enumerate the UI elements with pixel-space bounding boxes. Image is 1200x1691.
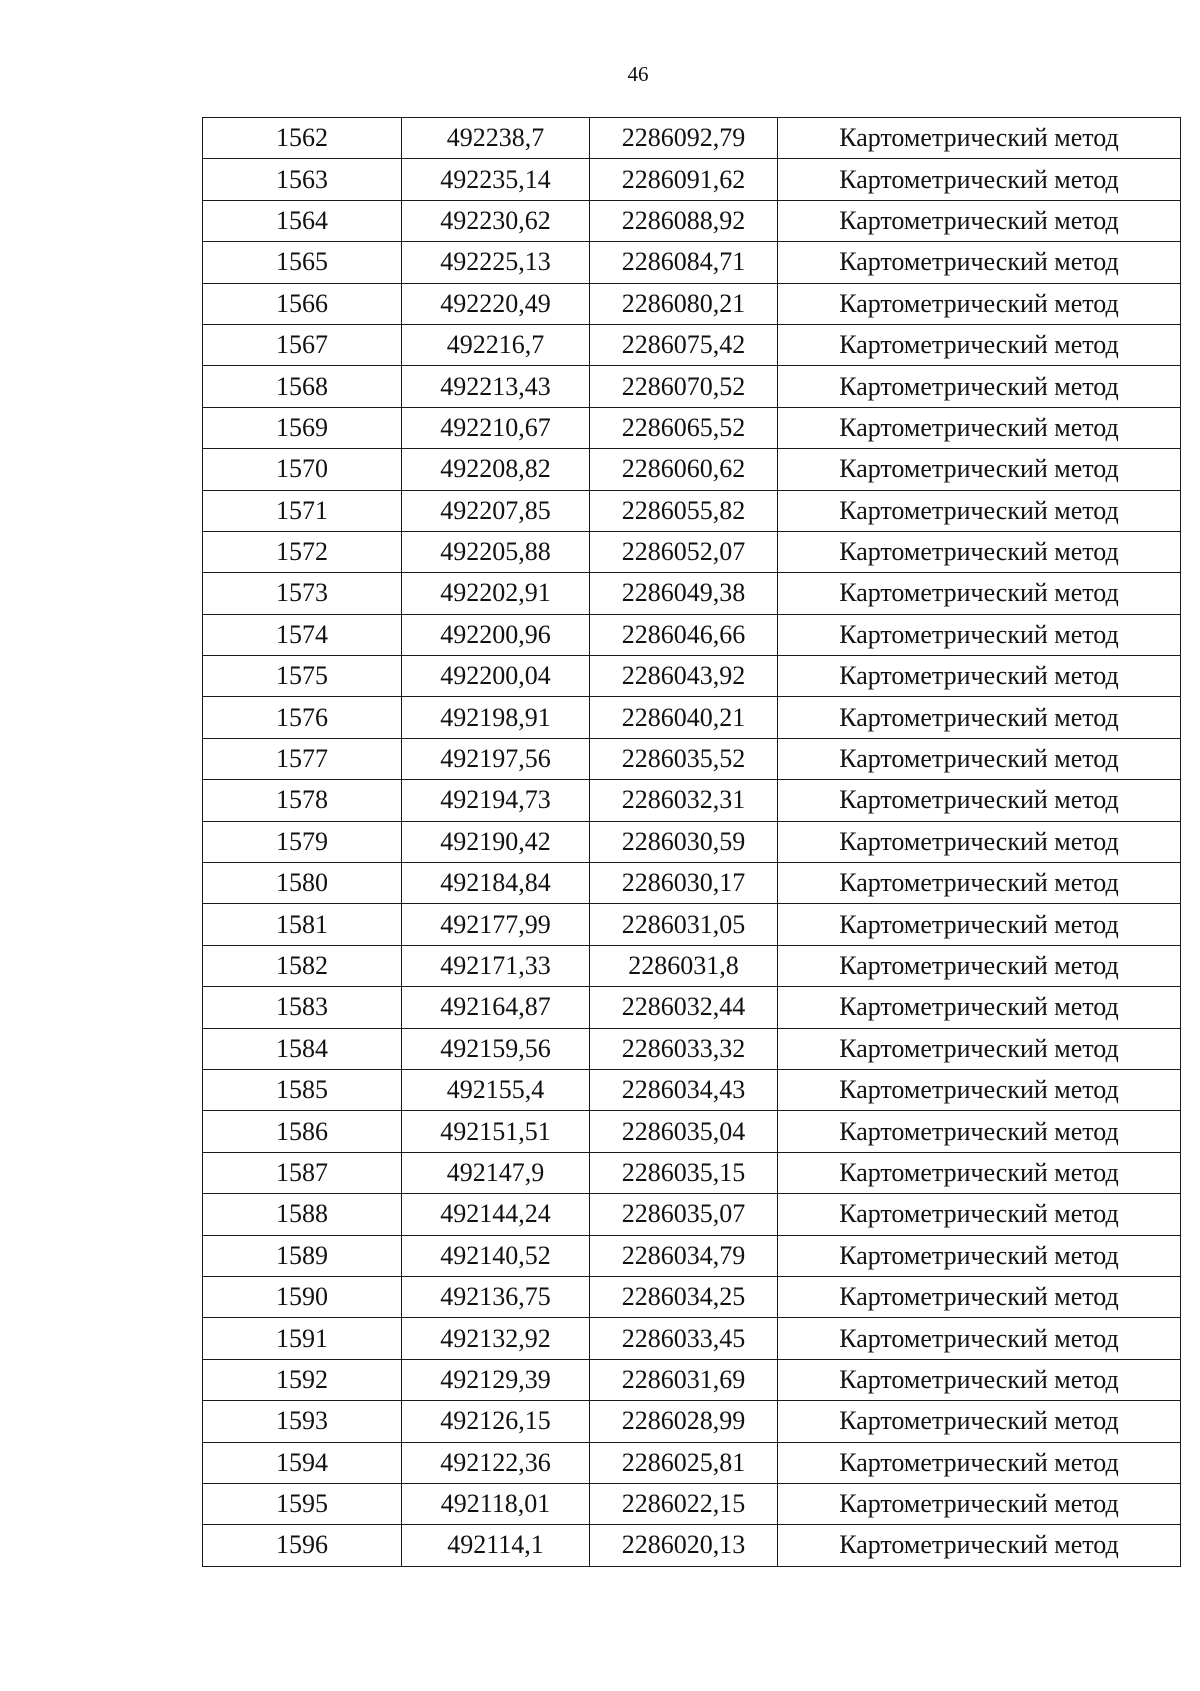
method-cell: Картометрический метод xyxy=(778,490,1181,531)
table-row xyxy=(203,1028,1181,1069)
x-coordinate-cell: 492220,49 xyxy=(402,283,590,324)
y-coordinate-cell: 2286065,52 xyxy=(590,407,778,448)
y-coordinate-cell: 2286049,38 xyxy=(590,573,778,614)
y-coordinate-cell: 2286031,8 xyxy=(590,945,778,986)
method-cell: Картометрический метод xyxy=(778,987,1181,1028)
x-coordinate-cell: 492140,52 xyxy=(402,1235,590,1276)
x-coordinate-cell: 492164,87 xyxy=(402,987,590,1028)
method-cell: Картометрический метод xyxy=(778,738,1181,779)
method-cell: Картометрический метод xyxy=(778,407,1181,448)
table-row xyxy=(203,1276,1181,1317)
table-row xyxy=(203,490,1181,531)
y-coordinate-cell: 2286028,99 xyxy=(590,1401,778,1442)
point-number-cell: 1588 xyxy=(203,1194,402,1235)
table-row xyxy=(203,573,1181,614)
y-coordinate-cell: 2286025,81 xyxy=(590,1442,778,1483)
method-cell: Картометрический метод xyxy=(778,780,1181,821)
y-coordinate-cell: 2286034,25 xyxy=(590,1276,778,1317)
table-row xyxy=(203,242,1181,283)
x-coordinate-cell: 492194,73 xyxy=(402,780,590,821)
table-row xyxy=(203,1194,1181,1235)
y-coordinate-cell: 2286035,52 xyxy=(590,738,778,779)
y-coordinate-cell: 2286060,62 xyxy=(590,449,778,490)
y-coordinate-cell: 2286046,66 xyxy=(590,614,778,655)
point-number-cell: 1586 xyxy=(203,1111,402,1152)
x-coordinate-cell: 492184,84 xyxy=(402,863,590,904)
x-coordinate-cell: 492225,13 xyxy=(402,242,590,283)
x-coordinate-cell: 492129,39 xyxy=(402,1359,590,1400)
method-cell: Картометрический метод xyxy=(778,1401,1181,1442)
point-number-cell: 1590 xyxy=(203,1276,402,1317)
method-cell: Картометрический метод xyxy=(778,1028,1181,1069)
y-coordinate-cell: 2286040,21 xyxy=(590,697,778,738)
point-number-cell: 1574 xyxy=(203,614,402,655)
x-coordinate-cell: 492202,91 xyxy=(402,573,590,614)
point-number-cell: 1579 xyxy=(203,821,402,862)
method-cell: Картометрический метод xyxy=(778,1111,1181,1152)
table-row xyxy=(203,1525,1181,1566)
method-cell: Картометрический метод xyxy=(778,1525,1181,1566)
point-number-cell: 1567 xyxy=(203,324,402,365)
table-row xyxy=(203,614,1181,655)
method-cell: Картометрический метод xyxy=(778,1194,1181,1235)
method-cell: Картометрический метод xyxy=(778,283,1181,324)
table-row xyxy=(203,449,1181,490)
point-number-cell: 1565 xyxy=(203,242,402,283)
method-cell: Картометрический метод xyxy=(778,1359,1181,1400)
y-coordinate-cell: 2286030,59 xyxy=(590,821,778,862)
point-number-cell: 1578 xyxy=(203,780,402,821)
method-cell: Картометрический метод xyxy=(778,614,1181,655)
table-row xyxy=(203,1111,1181,1152)
table-row xyxy=(203,904,1181,945)
point-number-cell: 1584 xyxy=(203,1028,402,1069)
point-number-cell: 1594 xyxy=(203,1442,402,1483)
point-number-cell: 1585 xyxy=(203,1069,402,1110)
y-coordinate-cell: 2286052,07 xyxy=(590,531,778,572)
method-cell: Картометрический метод xyxy=(778,863,1181,904)
table-row xyxy=(203,987,1181,1028)
table-row xyxy=(203,531,1181,572)
table-row xyxy=(203,200,1181,241)
point-number-cell: 1566 xyxy=(203,283,402,324)
table-row xyxy=(203,1318,1181,1359)
method-cell: Картометрический метод xyxy=(778,1152,1181,1193)
point-number-cell: 1569 xyxy=(203,407,402,448)
method-cell: Картометрический метод xyxy=(778,200,1181,241)
x-coordinate-cell: 492213,43 xyxy=(402,366,590,407)
table-row xyxy=(203,1152,1181,1193)
x-coordinate-cell: 492132,92 xyxy=(402,1318,590,1359)
point-number-cell: 1596 xyxy=(203,1525,402,1566)
method-cell: Картометрический метод xyxy=(778,1483,1181,1524)
table-row xyxy=(203,1401,1181,1442)
table-row xyxy=(203,366,1181,407)
y-coordinate-cell: 2286032,44 xyxy=(590,987,778,1028)
method-cell: Картометрический метод xyxy=(778,159,1181,200)
method-cell: Картометрический метод xyxy=(778,324,1181,365)
y-coordinate-cell: 2286092,79 xyxy=(590,118,778,159)
x-coordinate-cell: 492230,62 xyxy=(402,200,590,241)
x-coordinate-cell: 492155,4 xyxy=(402,1069,590,1110)
x-coordinate-cell: 492198,91 xyxy=(402,697,590,738)
x-coordinate-cell: 492216,7 xyxy=(402,324,590,365)
point-number-cell: 1587 xyxy=(203,1152,402,1193)
table-row xyxy=(203,407,1181,448)
method-cell: Картометрический метод xyxy=(778,945,1181,986)
x-coordinate-cell: 492177,99 xyxy=(402,904,590,945)
method-cell: Картометрический метод xyxy=(778,904,1181,945)
table-row xyxy=(203,1442,1181,1483)
point-number-cell: 1577 xyxy=(203,738,402,779)
table-row xyxy=(203,821,1181,862)
method-cell: Картометрический метод xyxy=(778,1276,1181,1317)
method-cell: Картометрический метод xyxy=(778,1069,1181,1110)
point-number-cell: 1575 xyxy=(203,656,402,697)
y-coordinate-cell: 2286030,17 xyxy=(590,863,778,904)
y-coordinate-cell: 2286055,82 xyxy=(590,490,778,531)
point-number-cell: 1589 xyxy=(203,1235,402,1276)
table-row xyxy=(203,283,1181,324)
table-row xyxy=(203,324,1181,365)
y-coordinate-cell: 2286043,92 xyxy=(590,656,778,697)
x-coordinate-cell: 492151,51 xyxy=(402,1111,590,1152)
y-coordinate-cell: 2286070,52 xyxy=(590,366,778,407)
method-cell: Картометрический метод xyxy=(778,366,1181,407)
x-coordinate-cell: 492207,85 xyxy=(402,490,590,531)
table-row xyxy=(203,1069,1181,1110)
point-number-cell: 1576 xyxy=(203,697,402,738)
x-coordinate-cell: 492159,56 xyxy=(402,1028,590,1069)
y-coordinate-cell: 2286033,45 xyxy=(590,1318,778,1359)
y-coordinate-cell: 2286032,31 xyxy=(590,780,778,821)
x-coordinate-cell: 492238,7 xyxy=(402,118,590,159)
method-cell: Картометрический метод xyxy=(778,449,1181,490)
method-cell: Картометрический метод xyxy=(778,242,1181,283)
point-number-cell: 1563 xyxy=(203,159,402,200)
coordinates-table xyxy=(202,117,1181,1567)
table-row xyxy=(203,863,1181,904)
x-coordinate-cell: 492205,88 xyxy=(402,531,590,572)
x-coordinate-cell: 492126,15 xyxy=(402,1401,590,1442)
method-cell: Картометрический метод xyxy=(778,531,1181,572)
point-number-cell: 1595 xyxy=(203,1483,402,1524)
x-coordinate-cell: 492118,01 xyxy=(402,1483,590,1524)
table-row xyxy=(203,118,1181,159)
y-coordinate-cell: 2286091,62 xyxy=(590,159,778,200)
y-coordinate-cell: 2286031,69 xyxy=(590,1359,778,1400)
method-cell: Картометрический метод xyxy=(778,1442,1181,1483)
y-coordinate-cell: 2286084,71 xyxy=(590,242,778,283)
method-cell: Картометрический метод xyxy=(778,656,1181,697)
table-row xyxy=(203,159,1181,200)
x-coordinate-cell: 492144,24 xyxy=(402,1194,590,1235)
method-cell: Картометрический метод xyxy=(778,821,1181,862)
x-coordinate-cell: 492190,42 xyxy=(402,821,590,862)
page-number: 46 xyxy=(627,62,649,86)
table-row xyxy=(203,738,1181,779)
point-number-cell: 1580 xyxy=(203,863,402,904)
method-cell: Картометрический метод xyxy=(778,573,1181,614)
x-coordinate-cell: 492208,82 xyxy=(402,449,590,490)
point-number-cell: 1582 xyxy=(203,945,402,986)
y-coordinate-cell: 2286034,43 xyxy=(590,1069,778,1110)
x-coordinate-cell: 492171,33 xyxy=(402,945,590,986)
y-coordinate-cell: 2286075,42 xyxy=(590,324,778,365)
table-row xyxy=(203,1359,1181,1400)
point-number-cell: 1581 xyxy=(203,904,402,945)
x-coordinate-cell: 492114,1 xyxy=(402,1525,590,1566)
y-coordinate-cell: 2286035,15 xyxy=(590,1152,778,1193)
y-coordinate-cell: 2286033,32 xyxy=(590,1028,778,1069)
table-row xyxy=(203,697,1181,738)
point-number-cell: 1571 xyxy=(203,490,402,531)
y-coordinate-cell: 2286080,21 xyxy=(590,283,778,324)
coordinates-table-body xyxy=(203,118,1181,1567)
method-cell: Картометрический метод xyxy=(778,697,1181,738)
x-coordinate-cell: 492197,56 xyxy=(402,738,590,779)
x-coordinate-cell: 492136,75 xyxy=(402,1276,590,1317)
table-row xyxy=(203,780,1181,821)
point-number-cell: 1568 xyxy=(203,366,402,407)
x-coordinate-cell: 492200,04 xyxy=(402,656,590,697)
x-coordinate-cell: 492122,36 xyxy=(402,1442,590,1483)
table-row xyxy=(203,1483,1181,1524)
point-number-cell: 1583 xyxy=(203,987,402,1028)
point-number-cell: 1564 xyxy=(203,200,402,241)
table-row xyxy=(203,1235,1181,1276)
point-number-cell: 1562 xyxy=(203,118,402,159)
x-coordinate-cell: 492235,14 xyxy=(402,159,590,200)
point-number-cell: 1570 xyxy=(203,449,402,490)
point-number-cell: 1593 xyxy=(203,1401,402,1442)
y-coordinate-cell: 2286035,07 xyxy=(590,1194,778,1235)
x-coordinate-cell: 492147,9 xyxy=(402,1152,590,1193)
y-coordinate-cell: 2286034,79 xyxy=(590,1235,778,1276)
table-row xyxy=(203,945,1181,986)
method-cell: Картометрический метод xyxy=(778,1235,1181,1276)
y-coordinate-cell: 2286035,04 xyxy=(590,1111,778,1152)
point-number-cell: 1592 xyxy=(203,1359,402,1400)
x-coordinate-cell: 492210,67 xyxy=(402,407,590,448)
point-number-cell: 1573 xyxy=(203,573,402,614)
y-coordinate-cell: 2286031,05 xyxy=(590,904,778,945)
method-cell: Картометрический метод xyxy=(778,118,1181,159)
y-coordinate-cell: 2286022,15 xyxy=(590,1483,778,1524)
x-coordinate-cell: 492200,96 xyxy=(402,614,590,655)
point-number-cell: 1572 xyxy=(203,531,402,572)
y-coordinate-cell: 2286020,13 xyxy=(590,1525,778,1566)
point-number-cell: 1591 xyxy=(203,1318,402,1359)
method-cell: Картометрический метод xyxy=(778,1318,1181,1359)
y-coordinate-cell: 2286088,92 xyxy=(590,200,778,241)
table-row xyxy=(203,656,1181,697)
